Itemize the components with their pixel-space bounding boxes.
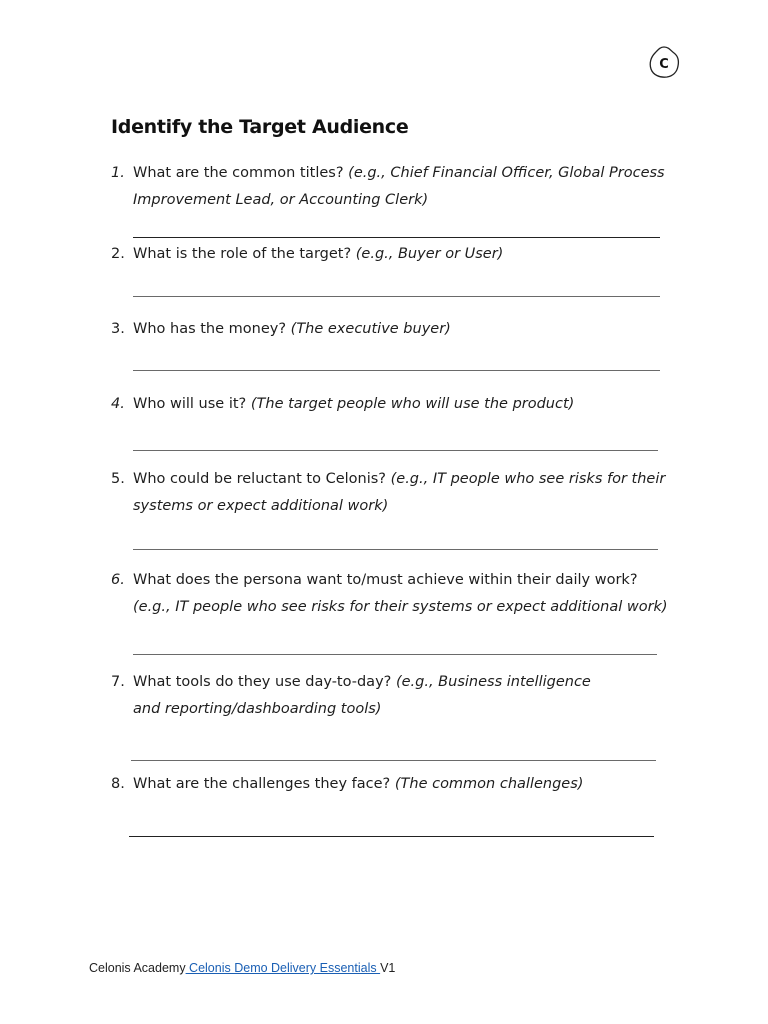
question-8 <box>111 771 671 798</box>
question-3 <box>111 316 671 343</box>
question-hint: (e.g., IT people who see risks for their systems or expect additional work) <box>133 471 666 514</box>
question-1 <box>111 160 671 214</box>
question-number: 2. <box>111 246 125 262</box>
question-hint: (e.g., Buyer or User) <box>355 246 504 262</box>
question-text: What does the persona want to/must achieve within their daily work? <box>133 572 638 588</box>
question-hint: (e.g., Chief Financial Officer, Global Process Improvement Lead, or Accounting Clerk) <box>133 165 665 208</box>
question-text: What are the challenges they face? <box>133 776 395 792</box>
celonis-logo-icon <box>647 44 681 80</box>
question-text: What tools do they use day-to-day? <box>133 674 396 690</box>
question-body <box>133 391 671 418</box>
question-text: What are the common titles? <box>133 165 349 181</box>
question-number: 7. <box>111 674 125 690</box>
footer-version: V1 <box>380 961 396 975</box>
logo-svg <box>647 44 681 80</box>
footer-prefix: Celonis Academy <box>89 961 186 975</box>
question-hint: (The common challenges) <box>394 776 584 792</box>
question-number: 3. <box>111 321 125 337</box>
course-link[interactable]: Celonis Demo Delivery Essentials <box>185 961 381 975</box>
question-number: 5. <box>111 471 125 487</box>
answer-line-3[interactable] <box>133 370 660 371</box>
footer <box>89 961 395 975</box>
question-body <box>133 241 671 268</box>
answer-line-4[interactable] <box>133 450 658 451</box>
question-body <box>133 160 671 214</box>
question-body <box>133 771 671 798</box>
question-number: 1. <box>111 165 125 181</box>
question-hint: (e.g., Business intelligence and reporting/dashboarding tools) <box>133 674 591 717</box>
question-hint: (e.g., IT people who see risks for their systems or expect additional work) <box>133 599 668 615</box>
question-hint: (The target people who will use the product) <box>250 396 575 412</box>
answer-line-1[interactable] <box>133 237 660 238</box>
question-body <box>133 316 671 343</box>
question-number: 6. <box>111 572 125 588</box>
question-4 <box>111 391 671 418</box>
answer-line-2[interactable] <box>133 296 660 297</box>
answer-line-7[interactable] <box>131 760 656 761</box>
question-hint: (The executive buyer) <box>290 321 451 337</box>
question-text: What is the role of the target? <box>133 246 356 262</box>
question-text: Who could be reluctant to Celonis? <box>133 471 391 487</box>
question-6 <box>111 567 673 621</box>
question-body <box>133 669 621 723</box>
question-number: 4. <box>111 396 125 412</box>
question-number: 8. <box>111 776 125 792</box>
page-title: Identify the Target Audience <box>111 116 409 138</box>
question-text: Who has the money? <box>133 321 291 337</box>
answer-line-8[interactable] <box>129 836 654 837</box>
question-5 <box>111 466 671 520</box>
answer-line-6[interactable] <box>133 654 657 655</box>
question-body <box>133 466 671 520</box>
question-7 <box>111 669 621 723</box>
answer-line-5[interactable] <box>133 549 658 550</box>
question-text: Who will use it? <box>133 396 251 412</box>
logo-letter: C <box>659 57 669 72</box>
question-2 <box>111 241 671 268</box>
question-body <box>133 567 673 621</box>
